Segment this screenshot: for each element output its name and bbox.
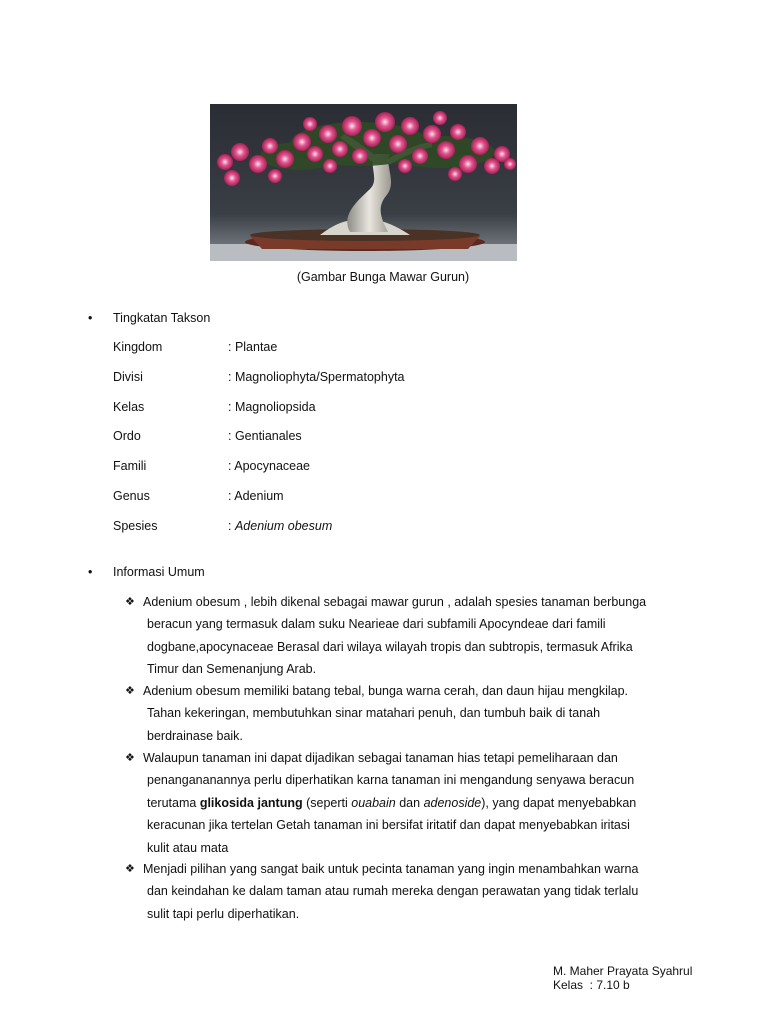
- info-line: [125, 792, 715, 814]
- taxon-value: : Gentianales: [228, 429, 302, 443]
- diamond-bullet-icon: ❖: [125, 752, 135, 764]
- taxon-label: Famili: [113, 459, 147, 473]
- info-line: beracun yang termasuk dalam suku Nearieae dari subfamili Apocyndeae dari famili: [147, 617, 606, 632]
- taxon-label: Kingdom: [113, 340, 163, 354]
- taxon-label: Genus: [113, 489, 150, 503]
- taxonomy-heading-text: Tingkatan Takson: [113, 311, 211, 325]
- info-item-4: [125, 858, 715, 925]
- info-line: Walaupun tanaman ini dapat dijadikan sebagai tanaman hias tetapi pemeliharaan dan: [143, 751, 618, 765]
- diamond-bullet-icon: ❖: [125, 596, 135, 608]
- info-line: dogbane,apocynaceae Berasal dari wilaya wilayah tropis dan subtropis, termasuk Afrika: [147, 639, 633, 654]
- taxon-label: Ordo: [113, 429, 141, 443]
- info-heading: [88, 565, 205, 579]
- taxonomy-heading: [88, 311, 210, 325]
- info-line: Adenium obesum , lebih dikenal sebagai mawar gurun , adalah spesies tanaman berbunga: [143, 595, 647, 609]
- taxon-label: Kelas: [113, 400, 145, 414]
- info-line: keracunan jika tertelan Getah tanaman ini bersifat iritatif dan dapat menyebabkan iritasi: [147, 818, 630, 833]
- taxon-label: Divisi: [113, 370, 143, 384]
- info-item-2: [125, 680, 715, 747]
- info-heading-text: Informasi Umum: [113, 565, 205, 579]
- diamond-bullet-icon: ❖: [125, 863, 135, 875]
- taxon-value: : Plantae: [228, 340, 278, 354]
- author-name: M. Maher Prayata Syahrul: [553, 964, 693, 978]
- info-line: sulit tapi perlu diperhatikan.: [147, 906, 300, 921]
- info-item-1: [125, 591, 715, 681]
- info-item-3: [125, 747, 715, 859]
- taxon-value-prefix: :: [228, 519, 235, 533]
- info-line: penangananannya perlu diperhatikan karna tanaman ini mengandung senyawa beracun: [147, 773, 635, 788]
- info-line: berdrainase baik.: [147, 728, 243, 743]
- bold-term: glikosida jantung: [199, 795, 303, 810]
- author-signature: [553, 964, 692, 992]
- info-line: Timur dan Semenanjung Arab.: [147, 662, 317, 677]
- info-line: Adenium obesum memiliki batang tebal, bunga warna cerah, dan daun hijau mengkilap.: [143, 684, 629, 698]
- info-line: kulit atau mata: [147, 840, 229, 855]
- taxon-value: : Magnoliopsida: [228, 400, 316, 414]
- italic-term: ouabain: [351, 795, 396, 810]
- info-line: Menjadi pilihan yang sangat baik untuk pecinta tanaman yang ingin menambahkan warna: [143, 862, 639, 876]
- text-segment: terutama: [147, 795, 200, 810]
- taxon-value: : Adenium: [228, 489, 284, 503]
- photo-caption: (Gambar Bunga Mawar Gurun): [296, 270, 470, 284]
- desert-rose-photo: [210, 104, 517, 261]
- info-line: dan keindahan ke dalam taman atau rumah mereka dengan perawatan yang tidak terlalu: [147, 884, 639, 899]
- text-segment: (seperti: [302, 795, 352, 810]
- species-name: Adenium obesum: [234, 519, 333, 533]
- bullet-icon: •: [88, 311, 93, 325]
- text-segment: ), yang dapat menyebabkan: [481, 795, 637, 810]
- author-class: Kelas : 7.10 b: [553, 978, 630, 992]
- italic-term: adenoside: [423, 795, 482, 810]
- text-segment: dan: [395, 795, 424, 810]
- diamond-bullet-icon: ❖: [125, 685, 135, 697]
- bullet-icon: •: [88, 565, 93, 579]
- taxon-value: [228, 519, 332, 533]
- taxon-value: : Apocynaceae: [228, 459, 311, 473]
- taxon-label: Spesies: [113, 519, 158, 533]
- info-line: Tahan kekeringan, membutuhkan sinar matahari penuh, dan tumbuh baik di tanah: [147, 706, 601, 721]
- taxon-value: : Magnoliophyta/Spermatophyta: [228, 370, 405, 384]
